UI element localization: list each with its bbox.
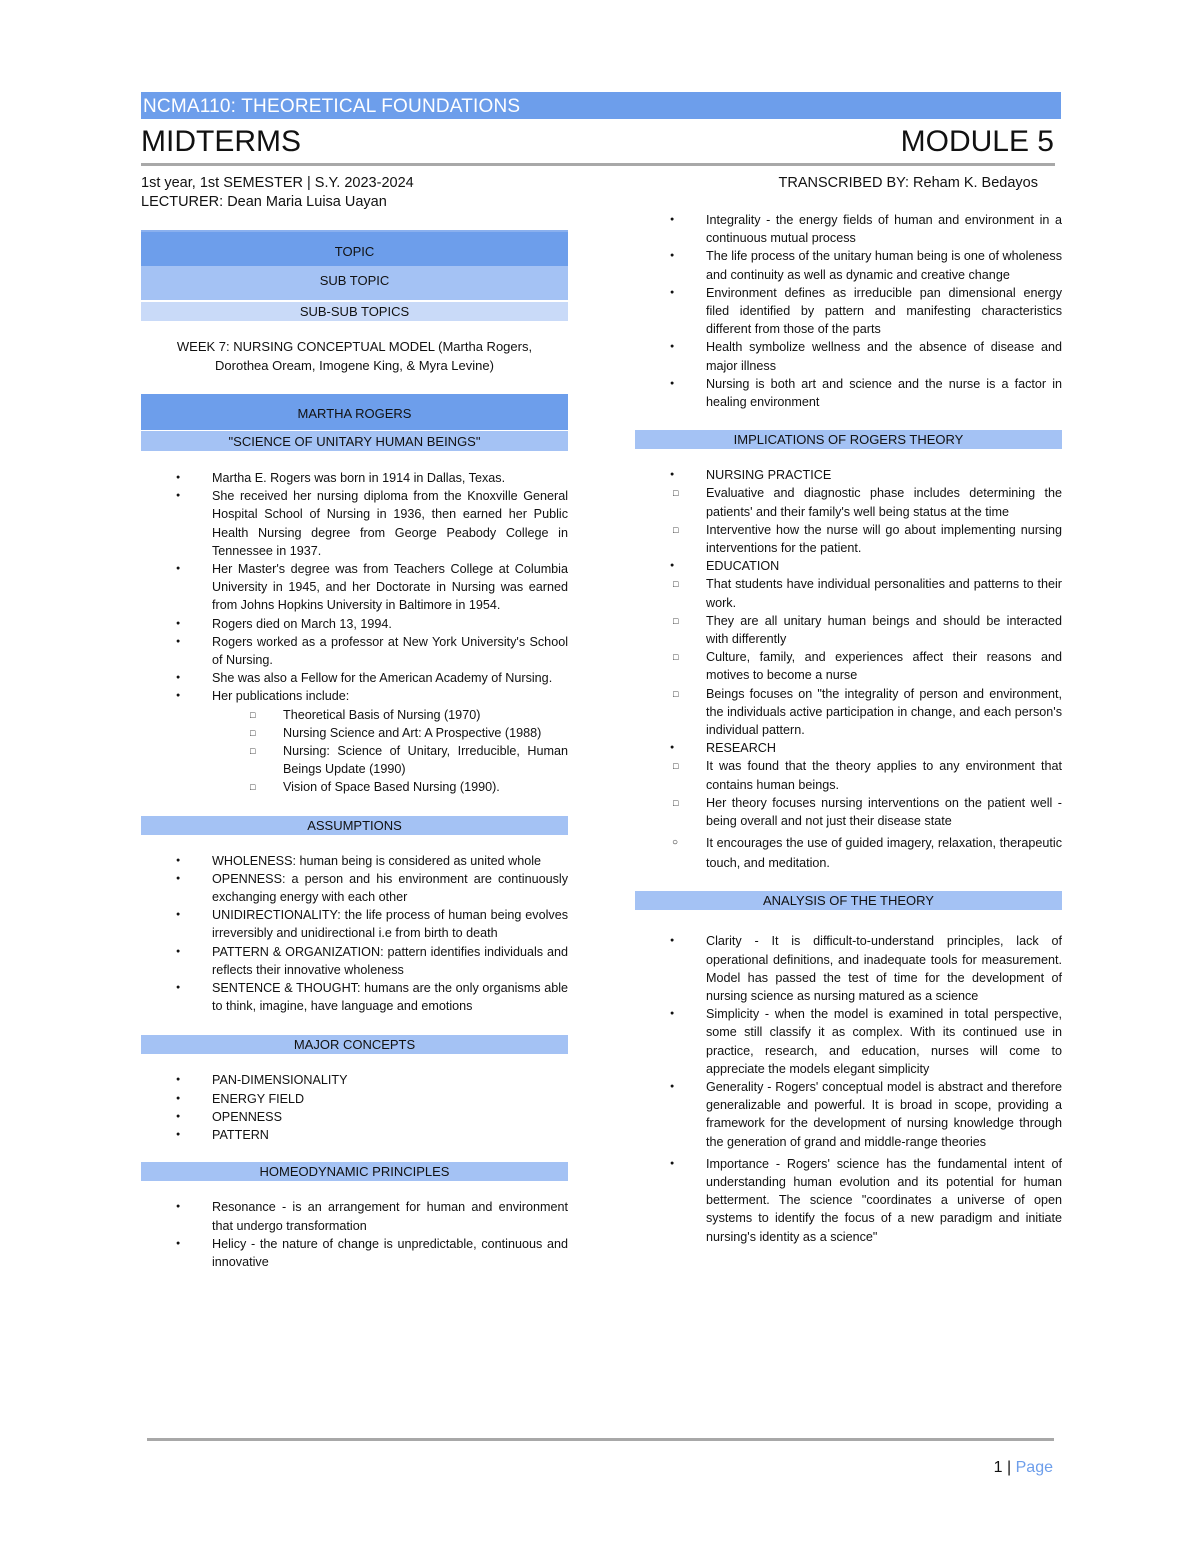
transcribed-by: TRANSCRIBED BY: Reham K. Bedayos [778,175,1038,191]
list-item: ● Martha E. Rogers was born in 1914 in Dallas, Texas. [141,469,568,487]
principles-continued-list [635,211,1062,411]
list-item: ● Rogers worked as a professor at New York University's School of Nursing. [141,633,568,669]
page-separator: | [1002,1459,1016,1476]
list-item: □ Theoretical Basis of Nursing (1970) [212,706,568,724]
list-item: ● Her publications include: [141,687,568,705]
module-title: MODULE 5 [900,125,1054,158]
list-item: ● Resonance - is an arrangement for human and environment that undergo transformation [141,1198,568,1234]
list-item: ● OPENNESS: a person and his environment are continuously exchanging energy with each other [141,870,568,906]
list-item-education [635,557,1062,739]
list-item: □ It was found that the theory applies to any environment that contains human beings. [635,757,1062,793]
list-item: ● ENERGY FIELD [141,1090,568,1108]
page-number: 1 [993,1459,1003,1476]
left-column [141,230,568,1271]
list-item: □ Culture, family, and experiences affect their reasons and motives to become a nurse [635,648,1062,684]
midterms-title: MIDTERMS [141,125,301,158]
major-concepts-list [141,1071,568,1144]
list-item: ● She was also a Fellow for the American Academy of Nursing. [141,669,568,687]
education-sublist [635,575,1062,739]
list-item: ● PATTERN [141,1126,568,1144]
list-item: ○ It encourages the use of guided imagery, relaxation, therapeutic touch, and meditation. [635,834,1062,873]
course-title-bar: NCMA110: THEORETICAL FOUNDATIONS [141,92,1061,119]
implications-bar: IMPLICATIONS OF ROGERS THEORY [635,430,1062,449]
list-item: □ Evaluative and diagnostic phase includes determining the patients' and their family's well being status at the time [635,484,1062,520]
list-item: ● Generality - Rogers' conceptual model is abstract and therefore generalizable and powerful. It is broad in scope, providing a framework for the development of nursing knowledge through the generation of grand and middle-range theories [635,1078,1062,1151]
list-item: ● Helicy - the nature of change is unpredictable, continuous and innovative [141,1235,568,1271]
list-item: ● SENTENCE & THOUGHT: humans are the only organisms able to think, imagine, have language and emotions [141,979,568,1015]
list-item: ● Importance - Rogers' science has the fundamental intent of understanding human evolution and its potential for human betterment. The science "coordinates a universe of open systems to identify the focus of a new paradigm and initiate nursing's identity as a science" [635,1155,1062,1246]
analysis-list [635,932,1062,1245]
major-concepts-bar: MAJOR CONCEPTS [141,1035,568,1054]
assumptions-list [141,852,568,1016]
list-item: □ Beings focuses on "the integrality of person and environment, the individuals active participation in change, and each person's individual pattern. [635,685,1062,740]
research-sublist [635,757,1062,873]
nursing-practice-label: NURSING PRACTICE [706,468,832,483]
martha-bio-list [141,469,568,706]
list-item: ● WHOLENESS: human being is considered as united whole [141,852,568,870]
list-item: ● PAN-DIMENSIONALITY [141,1071,568,1089]
list-item: □ Her theory focuses nursing interventions on the patient well -being overall and not just their disease state [635,794,1062,830]
list-item: ● Environment defines as irreducible pan dimensional energy filed identified by pattern and manifesting characteristics different from those of the parts [635,284,1062,339]
nursing-practice-sublist [635,484,1062,557]
page-label: Page [1015,1459,1053,1476]
list-item: ● Simplicity - when the model is examined in total perspective, some still classify it as complex. With its continued use in practice, research, and education, nurses will come to appreciate the models elegant simplicity [635,1005,1062,1078]
homeodynamic-principles-bar: HOMEODYNAMIC PRINCIPLES [141,1162,568,1181]
list-item: □ Nursing Science and Art: A Prospective (1988) [212,724,568,742]
list-item: ● Integrality - the energy fields of human and environment in a continuous mutual process [635,211,1062,247]
assumptions-bar: ASSUMPTIONS [141,816,568,835]
footer-divider [147,1438,1054,1441]
header-divider [141,163,1055,166]
list-item: ● The life process of the unitary human being is one of wholeness and continuity as well as dynamic and creative change [635,247,1062,283]
list-item: ● Her Master's degree was from Teachers College at Columbia University in 1945, and her Doctorate in Nursing was earned from Johns Hopkins University in Baltimore in 1954. [141,560,568,615]
legend-subtopic-bar: SUB TOPIC [141,266,568,300]
list-item: □ That students have individual personalities and patterns to their work. [635,575,1062,611]
list-item-research [635,739,1062,873]
year-semester: 1st year, 1st SEMESTER | S.Y. 2023-2024 [141,175,414,191]
martha-rogers-bar: MARTHA ROGERS [141,394,568,430]
list-item: □ Interventive how the nurse will go about implementing nursing interventions for the patient. [635,521,1062,557]
education-label: EDUCATION [706,559,780,574]
list-item: ● UNIDIRECTIONALITY: the life process of human being evolves irreversibly and unidirectional i.e from birth to death [141,906,568,942]
list-item-nursing-practice [635,466,1062,557]
list-item: ● She received her nursing diploma from the Knoxville General Hospital School of Nursing in 1936, then earned her Public Health Nursing degree from George Peabody College in Tennessee in 1937. [141,487,568,560]
legend-topic-bar: TOPIC [141,230,568,266]
list-item: □ They are all unitary human beings and should be interacted with differently [635,612,1062,648]
homeodynamic-list [141,1198,568,1271]
list-item: ● OPENNESS [141,1108,568,1126]
list-item: □ Vision of Space Based Nursing (1990). [212,778,568,796]
right-column [635,211,1062,1246]
page-footer [994,1459,1053,1477]
analysis-bar: ANALYSIS OF THE THEORY [635,891,1062,910]
publications-list [141,706,568,797]
legend-subsub-bar: SUB-SUB TOPICS [141,302,568,321]
week-heading: WEEK 7: NURSING CONCEPTUAL MODEL (Martha Rogers, Dorothea Oream, Imogene King, & Myra Levine) [176,339,533,373]
list-item: ● Clarity - It is difficult-to-understand principles, lack of operational definitions, and inadequate tools for measurement. Model has passed the test of time for the development of nursing science as nursing matured as a science [635,932,1062,1005]
research-label: RESEARCH [706,741,776,756]
list-item: □ Nursing: Science of Unitary, Irreducible, Human Beings Update (1990) [212,742,568,778]
unitary-human-beings-bar: "SCIENCE OF UNITARY HUMAN BEINGS" [141,431,568,451]
implications-list [635,466,1062,873]
list-item: ● Nursing is both art and science and the nurse is a factor in healing environment [635,375,1062,411]
list-item: ● Rogers died on March 13, 1994. [141,615,568,633]
list-item: ● Health symbolize wellness and the absence of disease and major illness [635,338,1062,374]
list-item: ● PATTERN & ORGANIZATION: pattern identifies individuals and reflects their innovative wholeness [141,943,568,979]
lecturer: LECTURER: Dean Maria Luisa Uayan [141,194,387,210]
